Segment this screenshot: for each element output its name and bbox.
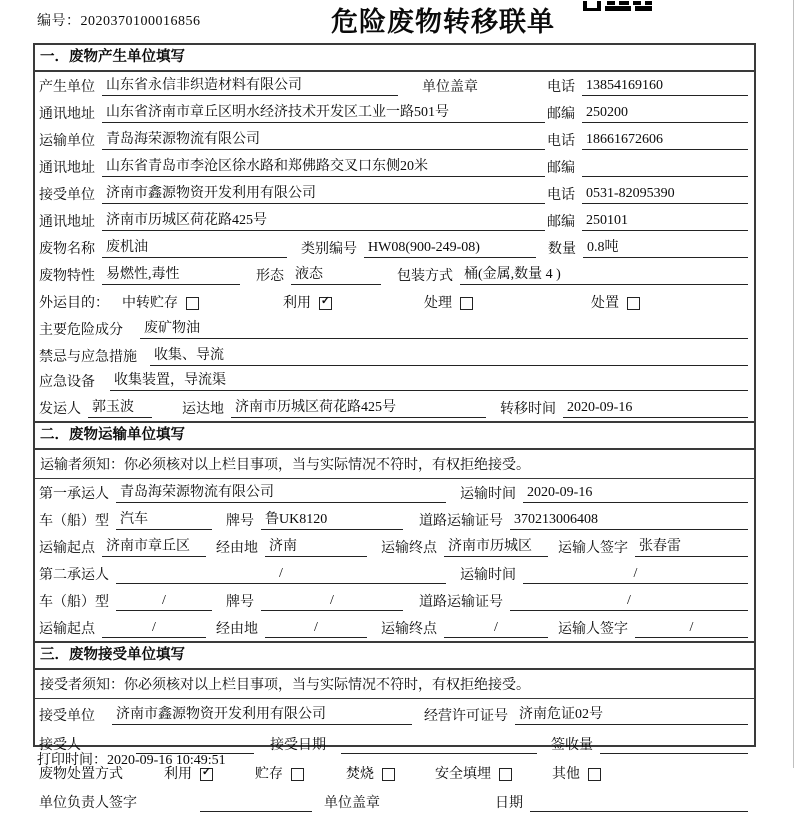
endpoint-value: 济南市历城区 — [444, 535, 548, 557]
section3-heading: 三．废物接受单位填写 — [35, 641, 754, 670]
origin-value: / — [102, 620, 206, 638]
via-value: / — [265, 620, 367, 638]
phone-value: 0531-82095390 — [582, 186, 748, 204]
character-value: 易燃性,毒性 — [102, 263, 240, 285]
equipment-label: 应急设备 — [39, 375, 95, 390]
via-value: 济南 — [265, 535, 367, 557]
purpose-row — [35, 288, 754, 315]
category-label: 类别编号 — [301, 242, 357, 257]
accept-date-value — [341, 752, 537, 754]
endpoint-label: 运输终点 — [381, 541, 437, 556]
emergency-equipment-row — [35, 369, 754, 394]
transporter-value: 青岛海荣源物流有限公司 — [102, 128, 545, 150]
second-carrier-row — [35, 560, 754, 587]
purpose-option-treat: 处理 — [424, 292, 473, 312]
received-qty-value — [600, 752, 748, 754]
accept-unit-label: 接受单位 — [39, 709, 95, 724]
hazard-value: 废矿物油 — [140, 317, 748, 339]
receiver-label: 接受单位 — [39, 188, 95, 203]
permit-value: 济南危证02号 — [515, 703, 748, 725]
purpose-option-utilize: 利用 ✓ — [283, 292, 332, 312]
form-label: 形态 — [256, 269, 284, 284]
checkbox-icon — [588, 768, 601, 781]
accept-unit-value: 济南市鑫源物资开发利用有限公司 — [112, 703, 412, 725]
route-row-2 — [35, 614, 754, 641]
page-edge-divider — [793, 0, 794, 768]
quantity-label: 数量 — [548, 242, 576, 257]
hazard-component-row — [35, 315, 754, 342]
transport-time-label: 运输时间 — [460, 568, 516, 583]
via-label: 经由地 — [216, 541, 258, 556]
vehicle-type-label: 车（船）型 — [39, 595, 109, 610]
phone-value: 13854169160 — [582, 78, 748, 96]
unit-seal-label: 单位盖章 — [422, 80, 478, 95]
taboo-value: 收集、导流 — [150, 344, 748, 366]
vehicle-type-label: 车（船）型 — [39, 514, 109, 529]
zip-value — [582, 175, 748, 177]
road-license-value: 370213006408 — [510, 512, 748, 530]
carrier-sign-value: 张春雷 — [635, 535, 748, 557]
origin-label: 运输起点 — [39, 622, 95, 637]
road-license-label: 道路运输证号 — [419, 514, 503, 529]
packing-label: 包装方式 — [397, 269, 453, 284]
address-label: 通讯地址 — [39, 161, 95, 176]
zip-label: 邮编 — [547, 161, 575, 176]
serial-label: 编号： — [37, 14, 81, 29]
carrier-value: 青岛海荣源物流有限公司 — [116, 481, 446, 503]
plate-value: / — [261, 593, 403, 611]
carrier-label: 第一承运人 — [39, 487, 109, 502]
waste-character-row — [35, 261, 754, 288]
producer-value: 山东省永信非织造材料有限公司 — [102, 74, 398, 96]
producer-row — [35, 72, 754, 99]
zip-value: 250200 — [582, 105, 748, 123]
receiver-value: 济南市鑫源物资开发利用有限公司 — [102, 182, 545, 204]
equipment-value: 收集装置，导流渠 — [110, 369, 748, 391]
plate-label: 牌号 — [226, 595, 254, 610]
date-label: 日期 — [495, 796, 523, 811]
plate-label: 牌号 — [226, 514, 254, 529]
unit-seal-label: 单位盖章 — [324, 796, 380, 811]
purpose-option-transfer: 中转贮存 — [122, 292, 199, 312]
consignor-row — [35, 394, 754, 421]
transfer-time-label: 转移时间 — [500, 402, 556, 417]
quantity-value: 0.8吨 — [583, 236, 748, 258]
transport-time-value: / — [523, 566, 748, 584]
phone-label: 电话 — [547, 134, 575, 149]
road-license-label: 道路运输证号 — [419, 595, 503, 610]
transporter-label: 运输单位 — [39, 134, 95, 149]
via-label: 经由地 — [216, 622, 258, 637]
checkbox-checked-icon — [200, 768, 213, 781]
disposal-option-incinerate: 焚烧 — [346, 763, 395, 783]
disposal-label: 废物处置方式 — [39, 767, 123, 782]
carrier-sign-value: / — [635, 620, 748, 638]
route-row-1 — [35, 533, 754, 560]
manager-signature-row — [35, 786, 754, 815]
phone-label: 电话 — [547, 80, 575, 95]
disposal-option-store: 贮存 — [255, 763, 304, 783]
form-value: 液态 — [291, 263, 381, 285]
zip-label: 邮编 — [547, 215, 575, 230]
waste-name-value: 废机油 — [102, 236, 287, 258]
date-value — [530, 810, 748, 812]
address-label: 通讯地址 — [39, 107, 95, 122]
zip-label: 邮编 — [547, 107, 575, 122]
category-value: HW08(900-249-08) — [364, 240, 536, 258]
address-value: 山东省济南市章丘区明水经济技术开发区工业一路501号 — [102, 101, 545, 123]
carrier-label: 第二承运人 — [39, 568, 109, 583]
manager-sign-label: 单位负责人签字 — [39, 796, 137, 811]
carrier-sign-label: 运输人签字 — [558, 541, 628, 556]
serial-number — [37, 10, 201, 30]
disposal-option-landfill: 安全填埋 — [435, 763, 512, 783]
page-title: 危险废物转移联单 — [331, 7, 555, 37]
section2-heading: 二．废物运输单位填写 — [35, 421, 754, 450]
print-time-label: 打印时间： — [37, 753, 107, 768]
destination-value: 济南市历城区荷花路425号 — [231, 396, 486, 418]
hazard-label: 主要危险成分 — [39, 323, 123, 338]
address-value: 山东省青岛市李沧区徐水路和郑佛路交叉口东侧20米 — [102, 155, 545, 177]
origin-value: 济南市章丘区 — [102, 535, 206, 557]
taboo-measures-row — [35, 342, 754, 369]
receiver-notice: 接受者须知：你必须核对以上栏目事项，当与实际情况不符时，有权拒绝接受。 — [35, 670, 754, 699]
received-qty-label: 签收量 — [551, 738, 593, 753]
section1-heading: 一．废物产生单位填写 — [35, 45, 754, 72]
waste-name-label: 废物名称 — [39, 242, 95, 257]
taboo-label: 禁忌与应急措施 — [39, 350, 137, 365]
checkbox-icon — [627, 297, 640, 310]
zip-value: 250101 — [582, 213, 748, 231]
accept-date-label: 接受日期 — [270, 738, 326, 753]
destination-label: 运达地 — [182, 402, 224, 417]
producer-address-row — [35, 99, 754, 126]
character-label: 废物特性 — [39, 269, 95, 284]
serial-value: 2020370100016856 — [80, 14, 201, 29]
accept-unit-row — [35, 699, 754, 728]
vehicle-type-value: 汽车 — [116, 508, 212, 530]
packing-value: 桶(金属,数量 4 ) — [460, 263, 748, 285]
transport-time-value: 2020-09-16 — [523, 485, 748, 503]
phone-value: 18661672606 — [582, 132, 748, 150]
producer-label: 产生单位 — [39, 80, 95, 95]
receiver-row — [35, 180, 754, 207]
purpose-label: 外运目的： — [39, 296, 109, 311]
transporter-row — [35, 126, 754, 153]
receiver-address-row — [35, 207, 754, 234]
address-value: 济南市历城区荷花路425号 — [102, 209, 545, 231]
origin-label: 运输起点 — [39, 541, 95, 556]
vehicle-row-1 — [35, 506, 754, 533]
transporter-address-row — [35, 153, 754, 180]
checkbox-checked-icon — [319, 297, 332, 310]
carrier-sign-label: 运输人签字 — [558, 622, 628, 637]
disposal-option-other: 其他 — [552, 763, 601, 783]
transfer-time-value: 2020-09-16 — [563, 400, 748, 418]
waste-name-row — [35, 234, 754, 261]
qr-code-fragment-icon — [583, 0, 653, 16]
phone-label: 电话 — [547, 188, 575, 203]
vehicle-type-value: / — [116, 593, 212, 611]
checkbox-icon — [382, 768, 395, 781]
checkbox-icon — [499, 768, 512, 781]
vehicle-row-2 — [35, 587, 754, 614]
plate-value: 鲁UK8120 — [261, 508, 403, 530]
manager-sign-value — [200, 810, 312, 812]
carrier-value: / — [116, 566, 446, 584]
endpoint-value: / — [444, 620, 548, 638]
print-time — [37, 749, 226, 769]
checkbox-icon — [291, 768, 304, 781]
consignor-label: 发运人 — [39, 402, 81, 417]
transport-time-label: 运输时间 — [460, 487, 516, 502]
first-carrier-row — [35, 479, 754, 506]
endpoint-label: 运输终点 — [381, 622, 437, 637]
disposal-option-utilize: 利用 ✓ — [164, 763, 213, 783]
address-label: 通讯地址 — [39, 215, 95, 230]
permit-label: 经营许可证号 — [424, 709, 508, 724]
print-time-value: 2020-09-16 10:49:51 — [107, 753, 226, 768]
checkbox-icon — [460, 297, 473, 310]
checkbox-icon — [186, 297, 199, 310]
consignor-value: 郭玉波 — [88, 396, 152, 418]
transporter-notice: 运输者须知：你必须核对以上栏目事项，当与实际情况不符时，有权拒绝接受。 — [35, 450, 754, 479]
acceptor-label: 接受人 — [39, 738, 81, 753]
purpose-option-dispose: 处置 — [591, 292, 640, 312]
road-license-value: / — [510, 593, 748, 611]
